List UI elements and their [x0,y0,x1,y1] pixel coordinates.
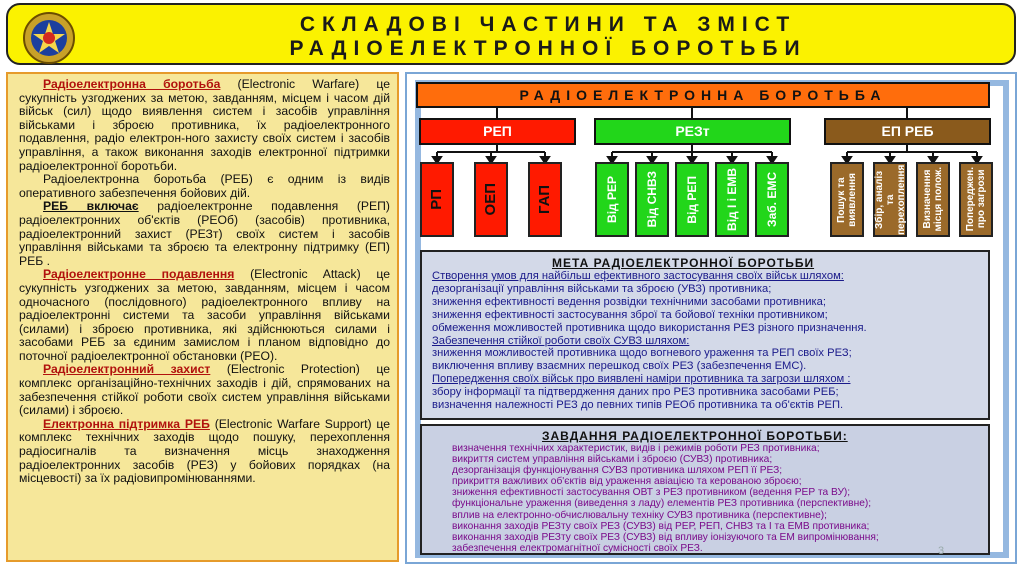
sub-ep-intercept [873,162,907,237]
task-line: визначення технічних характеристик, видів і режимів роботи РЕЗ противника; [452,443,820,454]
sub-ep-search [830,162,864,237]
sub-label: Попереджен. про загрози [965,167,987,232]
sub-label: Визначення місця полож. [922,167,944,232]
term-reb-includes: РЕБ включає [43,199,139,214]
goal-line: Попередження своїх військ про виявлені наміри противника та загрози шляхом : [432,373,851,386]
goal-line: Забезпечення стійкої роботи своїх СУВЗ шляхом: [432,334,690,347]
category-rep: РЕП [419,118,576,145]
sub-label: ОЕП [482,183,499,216]
sub-rez-ems [755,162,789,237]
sub-label: Від РЕП [685,175,699,224]
task-line: виконання заходів РЕЗту своїх РЕЗ (СУВЗ) від впливу іонізуючого та ЕМ випромінювання; [452,531,879,543]
sub-rez-snvz [635,162,669,237]
term-ea: Радіоелектронне подавлення [43,267,235,282]
sub-rep-oep [474,162,508,237]
sub-rez-rer [595,162,629,237]
text-reb-includes: радіоелектронне подавлення (РЕП) радіоелектронних об'єктів (РЕОб) (засобів) противника, радіоелектронний захист (РЕЗт) своїх систем і засобів управління військами та зброєю та електронну підтримку (ЕП) РЕБ . [19,199,390,268]
sub-label: ГАП [536,185,553,214]
term-ep: Радіоелектронний захист [43,362,211,377]
text-ep: (Electronic Protection) це комплекс організаційно-технічних заходів і дій, спрямованих на забезпечення стійкої роботи своїх систем управління військами (силами) і зброєю. [19,362,390,418]
category-rezt: РЕЗт [594,118,791,145]
sub-ep-locate [916,162,950,237]
goal-line: збору інформації та підтвердження даних про РЕЗ противника засобами РЕБ; [432,386,839,399]
goal-line: зниження ефективності застосування зброї та бойової техніки противником; [432,308,828,321]
goal-line: Створення умов для найбільш ефективного застосування своїх військ шляхом: [432,270,844,282]
goal-line: зниження можливостей противника щодо вогневого ураження та РЕП своїх РЕЗ; [432,347,852,360]
term-ew: Радіоелектронна боротьба [43,77,221,91]
goals-heading: МЕТА РАДІОЕЛЕКТРОННОЇ БОРОТЬБИ [552,256,815,270]
sub-rep-rp [420,162,454,237]
sub-label: Від СНВЗ [645,171,659,228]
sub-label: Збір, аналіз та перехоплення [873,164,907,235]
text-ew: (Electronic Warfare) це сукупність узгоджених за метою, завданням, місцем і часом дій військ (сил) щодо виявлення систем і засобів управління військами і зброєю противника, їх радіоелектронного подавлення, радіо електрон-ного захисту своїх систем і засобів управління, а також виконання заходів електронної підтримки радіоелектронної боротьби. [19,77,390,173]
sub-label: Заб. ЕМС [765,172,779,227]
text-ea: (Electronic Attack) це сукупність узгоджених за метою, завданням, місцем і часом одночасного (послідовного) радіоелектронного впливу на радіоелектронні системи та засоби управління військами (силами) і зброєю противника, які здійснюються силами і засобами РЕБ за єдиним замислом і планом відповідно до поточної радіоелектронної обстановки (РЕО). [19,267,390,363]
sub-label: Від РЕР [605,176,619,223]
title-line-1: СКЛАДОВІ ЧАСТИНИ ТА ЗМІСТ [299,13,797,36]
sub-label: Пошук та виявлення [836,172,858,227]
task-line: зниження ефективності застосування ОВТ з РЕЗ противником (ведення РЕР та ВУ); [452,487,851,499]
tasks-heading: ЗАВДАННЯ РАДІОЕЛЕКТРОННОЇ БОРОТЬБИ: [542,429,848,443]
sub-ep-warn [959,162,993,237]
category-ep-reb: ЕП РЕБ [824,118,991,145]
sub-label: РП [428,189,445,210]
goal-line: виключення впливу взаємних перешкод своїх РЕЗ (забезпечення ЕМС). [432,360,807,373]
task-line: забезпечення електромагнітної сумісності своїх РЕЗ. [452,542,703,554]
task-line: прикриття важливих об'єктів від ураження авіацією та керованою зброєю; [452,476,802,488]
goal-line: дезорганізації управління військами та зброєю (УВЗ) противника; [432,282,772,295]
task-line: вплив на електронно-обчислювальну техніку СУВЗ противника (перспективне); [452,509,828,521]
task-line: дезорганізація функціонування СУВЗ противника шляхом РЕП її РЕЗ; [452,465,783,477]
diagram-header: РАДІОЕЛЕКТРОННА БОРОТЬБА [416,82,990,108]
text-es: (Electronic Warfare Support) це комплекс технічних заходів щодо пошуку, перехоплення радіосигналів та визначення місць знаходження радіоелектронних засобів (РЕЗ) у бойових порядках (на місцевості) за їх радіовипромінюваннями. [19,416,390,486]
text-reb-role: Радіоелектронна боротьба (РЕБ) є одним із видів оперативного забезпечення бойових дій. [19,172,390,200]
sub-rez-emv [715,162,749,237]
task-line: функціональне ураження (виведення з ладу) елементів РЕЗ противника (перспективне); [452,498,872,510]
goal-line: зниження ефективності ведення розвідки технічними засобами противника; [432,295,826,308]
sub-rep-gap [528,162,562,237]
page-number: 3 [938,545,945,557]
sub-rez-rep [675,162,709,237]
task-line: виконання заходів РЕЗту своїх РЕЗ (СУВЗ) від РЕР, РЕП, СНВЗ та І та ЕМВ противника; [452,520,870,532]
goal-line: обмеження можливостей противника щодо використання РЕЗ різного призначення. [432,321,867,334]
title-line-2: РАДІОЕЛЕКТРОННОЇ БОРОТЬБИ [289,37,807,60]
task-line: викриття систем управління військами і зброєю (СУВЗ) противника; [452,454,773,466]
term-es: Електронна підтримка РЕБ [43,416,210,431]
goals-box [420,250,990,420]
goal-line: визначення належності РЕЗ до певних типів РЕОб противника та об'єктів РЕП. [432,399,844,412]
sub-label: Від І і ЕМВ [725,168,739,231]
tasks-box [420,424,990,555]
